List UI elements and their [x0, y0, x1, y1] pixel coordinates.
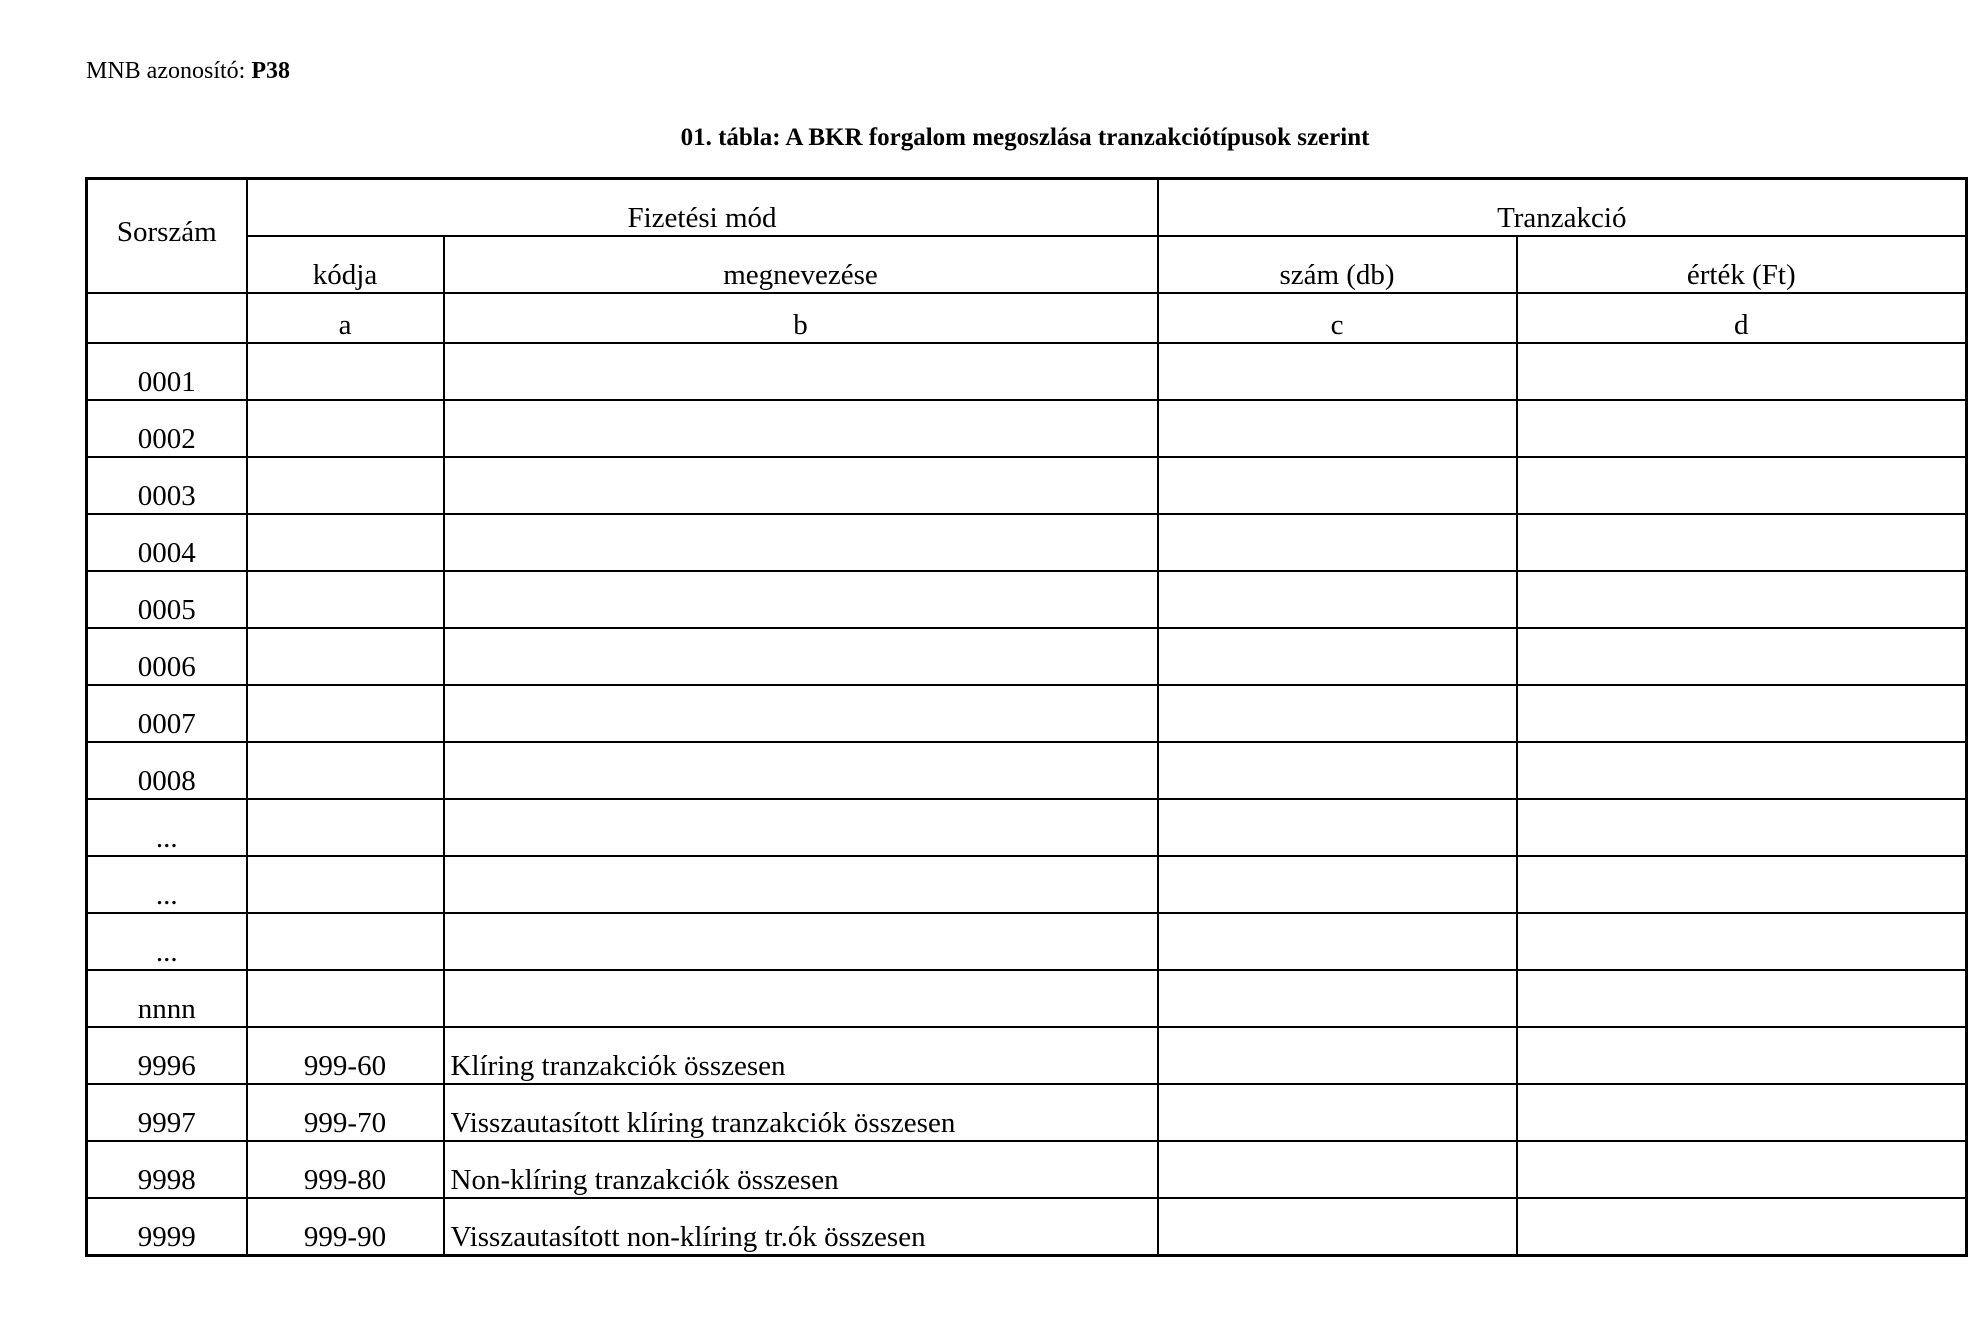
table-row [87, 913, 1967, 970]
cell-szam[interactable] [1158, 970, 1517, 1027]
table-row [87, 1027, 1967, 1084]
cell-megnevezese[interactable] [444, 685, 1158, 742]
cell-szam[interactable] [1158, 628, 1517, 685]
header-fizetesi-mod: Fizetési mód [247, 179, 1158, 237]
header-col-a: a [247, 293, 444, 343]
table-row [87, 400, 1967, 457]
cell-sorszam: 0002 [87, 400, 247, 457]
cell-kodja[interactable] [247, 970, 444, 1027]
cell-ertek[interactable] [1517, 514, 1967, 571]
cell-kodja[interactable] [247, 742, 444, 799]
cell-szam[interactable] [1158, 685, 1517, 742]
cell-kodja[interactable]: 999-90 [247, 1198, 444, 1256]
mnb-identifier-label: MNB azonosító: [86, 58, 246, 84]
table-row [87, 856, 1967, 913]
cell-sorszam: ... [87, 856, 247, 913]
header-row-3 [87, 293, 1967, 343]
table-row [87, 685, 1967, 742]
cell-sorszam: 9999 [87, 1198, 247, 1256]
cell-sorszam: nnnn [87, 970, 247, 1027]
cell-ertek[interactable] [1517, 571, 1967, 628]
cell-megnevezese[interactable]: Non-klíring tranzakciók összesen [444, 1141, 1158, 1198]
cell-szam[interactable] [1158, 400, 1517, 457]
cell-megnevezese[interactable] [444, 856, 1158, 913]
cell-kodja[interactable] [247, 628, 444, 685]
cell-kodja[interactable] [247, 343, 444, 400]
header-megnevezese: megnevezése [444, 236, 1158, 293]
header-ertek: érték (Ft) [1517, 236, 1967, 293]
cell-szam[interactable] [1158, 514, 1517, 571]
cell-sorszam: 9997 [87, 1084, 247, 1141]
cell-szam[interactable] [1158, 1198, 1517, 1256]
cell-szam[interactable] [1158, 913, 1517, 970]
cell-szam[interactable] [1158, 457, 1517, 514]
header-row-1 [87, 179, 1967, 237]
cell-sorszam: 9998 [87, 1141, 247, 1198]
cell-sorszam: 0006 [87, 628, 247, 685]
header-tranzakcio: Tranzakció [1158, 179, 1967, 237]
header-col-b: b [444, 293, 1158, 343]
table-title: 01. tábla: A BKR forgalom megoszlása tranzakciótípusok szerint [680, 124, 1370, 151]
cell-szam[interactable] [1158, 856, 1517, 913]
cell-kodja[interactable] [247, 400, 444, 457]
cell-megnevezese[interactable] [444, 514, 1158, 571]
cell-ertek[interactable] [1517, 685, 1967, 742]
table-row [87, 799, 1967, 856]
header-szam: szám (db) [1158, 236, 1517, 293]
cell-ertek[interactable] [1517, 343, 1967, 400]
cell-ertek[interactable] [1517, 913, 1967, 970]
table-row [87, 1198, 1967, 1256]
cell-szam[interactable] [1158, 742, 1517, 799]
table-row [87, 1141, 1967, 1198]
cell-sorszam: 9996 [87, 1027, 247, 1084]
cell-ertek[interactable] [1517, 1141, 1967, 1198]
cell-megnevezese[interactable]: Klíring tranzakciók összesen [444, 1027, 1158, 1084]
table-row [87, 343, 1967, 400]
header-col-c: c [1158, 293, 1517, 343]
cell-sorszam: 0005 [87, 571, 247, 628]
cell-kodja[interactable] [247, 685, 444, 742]
cell-megnevezese[interactable]: Visszautasított non-klíring tr.ók összesen [444, 1198, 1158, 1256]
cell-megnevezese[interactable] [444, 457, 1158, 514]
cell-szam[interactable] [1158, 1141, 1517, 1198]
cell-sorszam: 0003 [87, 457, 247, 514]
table-row [87, 457, 1967, 514]
header-sorszam: Sorszám [87, 179, 247, 294]
cell-megnevezese[interactable] [444, 913, 1158, 970]
cell-ertek[interactable] [1517, 628, 1967, 685]
cell-megnevezese[interactable] [444, 628, 1158, 685]
table-row [87, 1084, 1967, 1141]
table-row [87, 628, 1967, 685]
cell-ertek[interactable] [1517, 742, 1967, 799]
cell-megnevezese[interactable] [444, 400, 1158, 457]
cell-kodja[interactable] [247, 457, 444, 514]
cell-megnevezese[interactable] [444, 343, 1158, 400]
header-col-empty [87, 293, 247, 343]
cell-ertek[interactable] [1517, 856, 1967, 913]
cell-szam[interactable] [1158, 799, 1517, 856]
cell-kodja[interactable] [247, 856, 444, 913]
cell-sorszam: ... [87, 913, 247, 970]
report-table-body [87, 179, 1967, 1256]
cell-megnevezese[interactable] [444, 970, 1158, 1027]
cell-szam[interactable] [1158, 571, 1517, 628]
cell-megnevezese[interactable]: Visszautasított klíring tranzakciók összesen [444, 1084, 1158, 1141]
table-row [87, 742, 1967, 799]
cell-szam[interactable] [1158, 343, 1517, 400]
cell-megnevezese[interactable] [444, 799, 1158, 856]
header-row-2 [87, 236, 1967, 293]
cell-sorszam: ... [87, 799, 247, 856]
header-kodja: kódja [247, 236, 444, 293]
cell-szam[interactable] [1158, 1084, 1517, 1141]
cell-sorszam: 0008 [87, 742, 247, 799]
cell-ertek[interactable] [1517, 1198, 1967, 1256]
mnb-identifier-code: P38 [251, 58, 290, 84]
cell-kodja[interactable]: 999-80 [247, 1141, 444, 1198]
cell-kodja[interactable] [247, 514, 444, 571]
table-row [87, 514, 1967, 571]
cell-sorszam: 0007 [87, 685, 247, 742]
cell-kodja[interactable]: 999-70 [247, 1084, 444, 1141]
mnb-identifier [86, 56, 290, 86]
cell-szam[interactable] [1158, 1027, 1517, 1084]
cell-ertek[interactable] [1517, 1084, 1967, 1141]
cell-megnevezese[interactable] [444, 742, 1158, 799]
cell-sorszam: 0004 [87, 514, 247, 571]
cell-kodja[interactable] [247, 913, 444, 970]
cell-ertek[interactable] [1517, 970, 1967, 1027]
cell-megnevezese[interactable] [444, 571, 1158, 628]
cell-kodja[interactable] [247, 571, 444, 628]
report-table [85, 177, 1968, 1257]
cell-ertek[interactable] [1517, 799, 1967, 856]
cell-kodja[interactable] [247, 799, 444, 856]
table-row [87, 970, 1967, 1027]
cell-kodja[interactable]: 999-60 [247, 1027, 444, 1084]
cell-ertek[interactable] [1517, 1027, 1967, 1084]
cell-ertek[interactable] [1517, 457, 1967, 514]
cell-sorszam: 0001 [87, 343, 247, 400]
header-col-d: d [1517, 293, 1967, 343]
cell-ertek[interactable] [1517, 400, 1967, 457]
table-row [87, 571, 1967, 628]
